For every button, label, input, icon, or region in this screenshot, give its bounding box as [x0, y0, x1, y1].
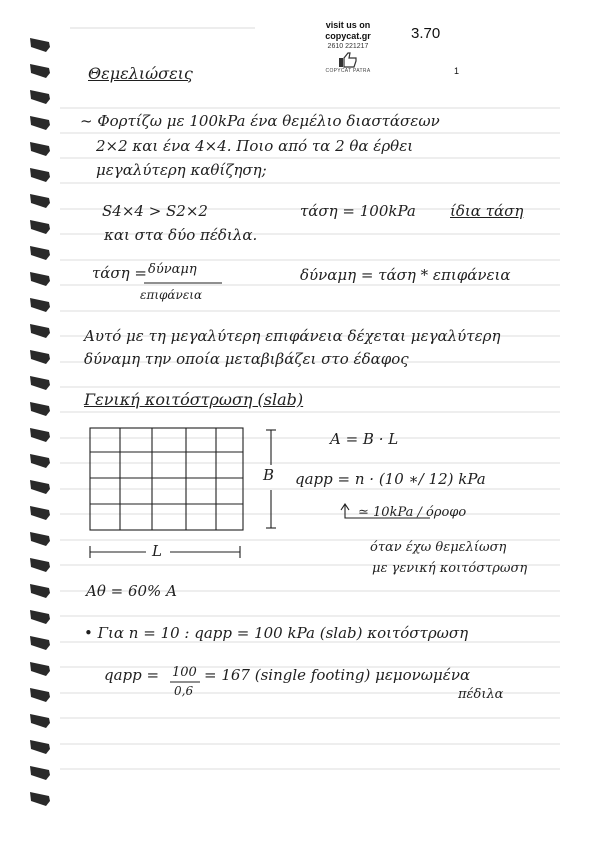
problem-line-1: ~ Φορτίζω με 100kPa ένα θεμέλιο διαστάσεων — [80, 112, 440, 130]
qapp-single-numerator: 100 — [172, 665, 197, 680]
explanation-line-1: Αυτό με τη μεγαλύτερη επιφάνεια δέχεται μεγαλύτερη — [84, 327, 501, 345]
condition-line-1: όταν έχω θεμελίωση — [370, 540, 507, 555]
same-stress: ίδια τάση — [450, 202, 524, 220]
stamp-brand: COPYCAT PATRA — [325, 68, 371, 74]
qapp-single-rhs: = 167 (single footing) μεμονωμένα — [204, 666, 471, 684]
notes-title: Θεμελιώσεις — [88, 64, 193, 83]
comparison-line-2: και στα δύο πέδιλα. — [104, 226, 258, 244]
slab-heading: Γενική κοιτόστρωση (slab) — [84, 390, 304, 409]
area-ratio: Aθ = 60% A — [86, 582, 177, 600]
problem-line-3: μεγαλύτερη καθίζηση; — [96, 161, 267, 179]
qapp-single-denominator: 0,6 — [174, 684, 194, 698]
area-equation: A = B · L — [330, 430, 399, 448]
sheet-number: 1 — [454, 66, 460, 76]
formula-denominator: επιφάνεια — [140, 288, 203, 302]
example-line: • Για n = 10 : qapp = 100 kPa (slab) κοιτόστρωση — [84, 624, 469, 642]
qapp-single-lhs: qapp = — [104, 666, 160, 684]
page-number: 3.70 — [411, 25, 441, 42]
approx-load: ≃ 10kPa / όροφο — [358, 505, 467, 520]
formula-lhs: τάση = — [92, 264, 147, 282]
settlement-comparison: S4×4 > S2×2 — [102, 202, 208, 220]
condition-line-2: με γενική κοιτόστρωση — [372, 561, 528, 576]
stress-value: τάση = 100kPa — [300, 202, 416, 220]
force-formula: δύναμη = τάση * επιφάνεια — [300, 266, 511, 284]
footings-word: πέδιλα — [458, 687, 504, 702]
qapp-equation: qapp = n · (10 ∗/ 12) kPa — [295, 470, 486, 488]
dimension-l-label: L — [152, 542, 162, 560]
problem-line-2: 2×2 και ένα 4×4. Ποιο από τα 2 θα έρθει — [96, 137, 414, 155]
stamp-site-text: copycat.gr — [325, 31, 371, 41]
stamp-visit-text: visit us on — [325, 20, 371, 30]
dimension-b-label: B — [263, 466, 275, 484]
explanation-line-2: δύναμη την οποία μεταβιβάζει στο έδαφος — [84, 350, 409, 368]
stamp-phone: 2610 221217 — [327, 43, 369, 50]
formula-numerator: δύναμη — [148, 262, 197, 277]
